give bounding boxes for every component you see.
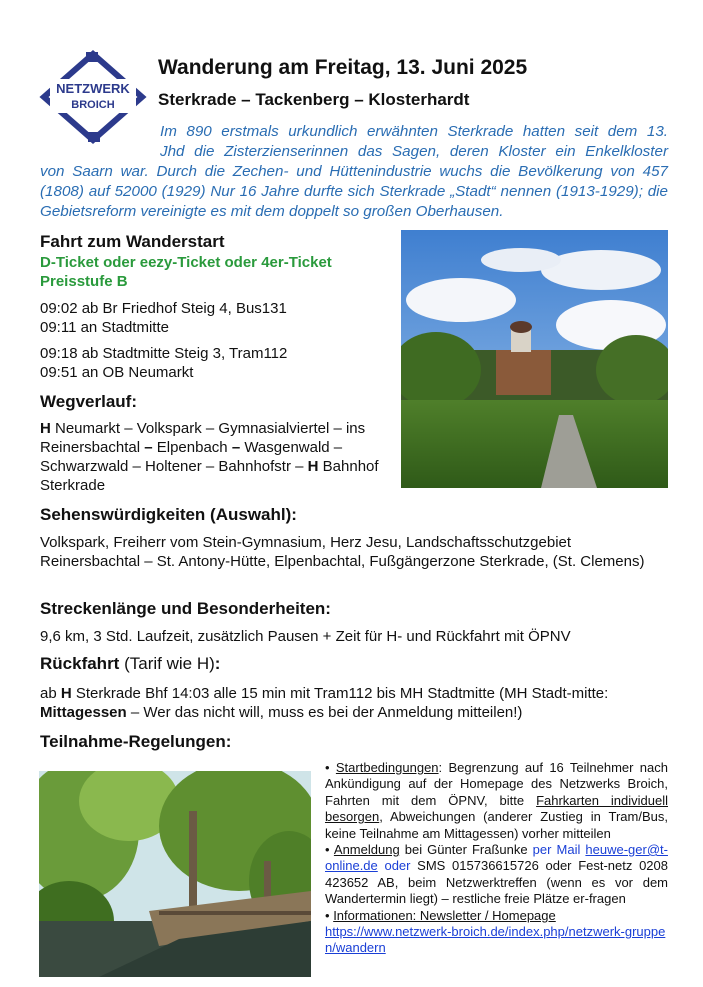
strecke-text: 9,6 km, 3 Std. Laufzeit, zusätzlich Pausen + Zeit für H- und Rückfahrt mit ÖPNV [40, 628, 571, 645]
intro-line-2: Jhd die Zisterzienserinnen das Sagen, deren Kloster ein Enkelkloster [160, 143, 668, 160]
weg-text: H Neumarkt – Volkspark – Gymnasialviertel – ins Reinersbachtal – Elpenbach – Wasgenwald – Schwarzwald – Holtener – Bahnhofstr – H Bahnhof Sterkrade [40, 420, 379, 494]
intro-paragraph [40, 122, 668, 222]
email-link[interactable]: heuwe-ger@t-online.de [325, 842, 668, 874]
sehens-heading: Sehenswürdigkeiten (Auswahl): [40, 505, 297, 524]
rule-anmeldung: • Anmeldung bei Günter Fraßunke per Mail heuwe-ger@t-online.de oder SMS 015736615726 oder Fest-netz 0208 423652 AB, beim Netzwerktreffen (wenn es vor dem Wandertermin liegt) – restliche freie Plätze er-fragen [325, 842, 668, 907]
rueck-text: ab H Sterkrade Bhf 14:03 alle 15 min mit Tram112 bis MH Stadtmitte (MH Stadt-mitte: Mittagessen – Wer das nicht will, muss es bei der Anmeldung mitteilen!) [40, 685, 609, 721]
time-line-3: 09:18 ab Stadtmitte Steig 3, Tram112 [40, 345, 288, 362]
time-line-2: 09:11 an Stadtmitte [40, 319, 169, 336]
logo-text-line2: BROICH [71, 99, 115, 111]
page-title: Wanderung am Freitag, 13. Juni 2025 [158, 56, 528, 79]
weg-h-start: H [40, 420, 51, 437]
weg-heading: Wegverlauf: [40, 392, 137, 411]
intro-line-1: Im 890 erstmals urkundlich erwähnten Sterkrade hatten seit dem 13. [160, 123, 668, 140]
page-subtitle: Sterkrade – Tackenberg – Klosterhardt [158, 90, 470, 109]
ticket-line-1: D-Ticket oder eezy-Ticket oder 4er-Ticket [40, 254, 332, 271]
park-photo [401, 230, 668, 488]
ticket-line-2: Preisstufe B [40, 273, 128, 290]
pond-photo [39, 771, 311, 977]
sehens-text: Volkspark, Freiherr vom Stein-Gymnasium, Herz Jesu, Landschaftsschutzgebiet Reinersbachtal – St. Antony-Hütte, Elpenbachtal, Fußgängerzone Sterkrade, (St. Clemens) [40, 534, 645, 570]
fahrt-heading: Fahrt zum Wanderstart [40, 232, 225, 251]
rule-info: • Informationen: Newsletter / Homepage https://www.netzwerk-broich.de/index.php/netzwerk-gruppen/wandern [325, 907, 666, 956]
time-line-1: 09:02 ab Br Friedhof Steig 4, Bus131 [40, 300, 287, 317]
rueck-heading: Rückfahrt (Tarif wie H): [40, 654, 221, 673]
logo-text-line1: NETZWERK [56, 81, 130, 96]
time-line-4: 09:51 an OB Neumarkt [40, 364, 194, 381]
intro-rest: von Saarn war. Durch die Zechen- und Hüttenindustrie wuchs die Bevölkerung von 457 (1808) auf 52000 (1929) Nur 16 Jahre durfte sich Sterkrade „Stadt“ nennen (1913-1929); die Gebietsreform vereinigte es mit dem doppelt so großen Oberhausen. [40, 163, 668, 220]
weg-h-end: H [307, 458, 319, 475]
strecke-heading: Streckenlänge und Besonderheiten: [40, 599, 331, 618]
teilnahme-rules [325, 760, 668, 957]
homepage-link[interactable]: https://www.netzwerk-broich.de/index.php/netzwerk-gruppen/wandern [325, 924, 666, 956]
rule-start: • Startbedingungen: Begrenzung auf 16 Teilnehmer nach Ankündigung auf der Homepage des Netzwerks Broich, Fahrten mit dem ÖPNV, bitte Fahrkarten individuell besorgen, Abweichungen (anderer Zustieg in Tram/Bus, keine Teilnahme am Mittagessen) vorher mitteilen [325, 760, 668, 841]
teilnahme-heading: Teilnahme-Regelungen: [40, 732, 232, 751]
